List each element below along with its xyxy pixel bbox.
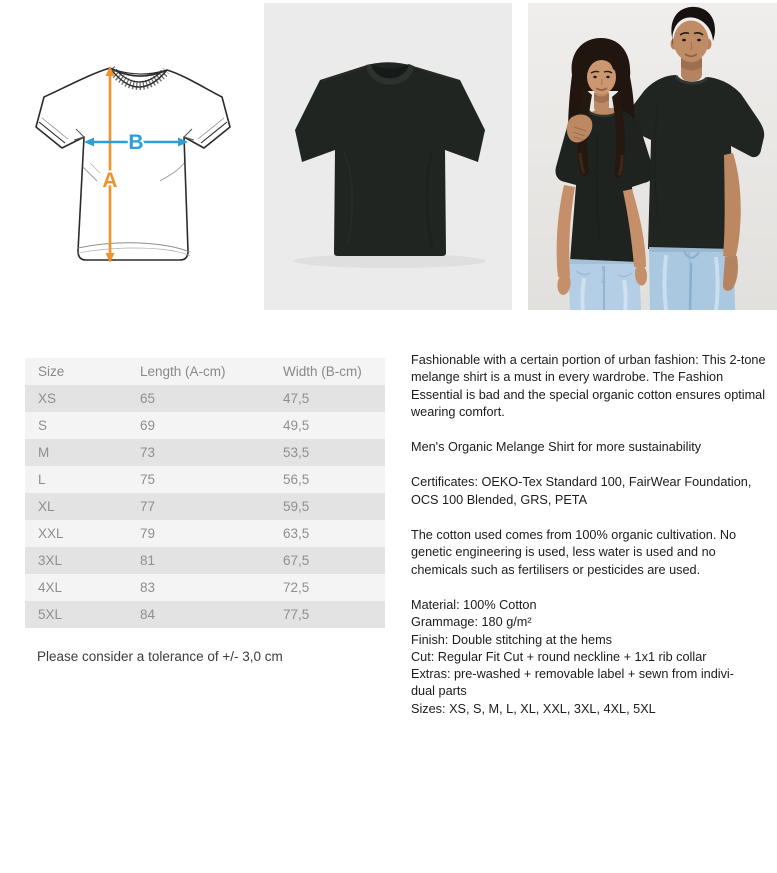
size-table [25,358,385,628]
size-cell: 5XL [38,607,63,622]
size-row [25,520,385,547]
size-cell: S [38,418,48,433]
size-row [25,466,385,493]
width-cell: 63,5 [283,526,310,541]
flat-tshirt-photo [264,3,512,310]
description-intro: Fashionable with a certain portion of urban fashion: This 2-tone melange shirt is a must in every wardrobe. The Fashion Essential is bad and the special organic cotton ensures optimal wearing comfort. [411,353,766,419]
flat-tshirt [295,62,485,256]
width-cell: 53,5 [283,445,310,460]
width-cell: 56,5 [283,472,310,487]
product-photo-models [528,3,777,310]
length-cell: 83 [140,580,156,595]
description-certificates: Certificates: OEKO-Tex Standard 100, FairWear Foundation, OCS 100 Blended, GRS, PETA [411,475,752,507]
spec-extras-line1: Extras: pre-washed + removable label + sewn from indivi- [411,667,734,682]
size-table-header [25,358,385,385]
size-cell: XS [38,391,57,406]
spec-cut: Cut: Regular Fit Cut + round neckline + 1x1 rib collar [411,649,707,664]
size-row [25,547,385,574]
models-photo [528,3,777,310]
tshirt-outline [36,68,230,260]
size-cell: L [38,472,46,487]
size-cell: 3XL [38,553,63,568]
width-cell: 67,5 [283,553,310,568]
col-header-width: Width (B-cm) [283,364,362,379]
size-row [25,574,385,601]
width-cell: 49,5 [283,418,310,433]
size-row [25,601,385,628]
length-cell: 65 [140,391,156,406]
size-cell: XXL [38,526,64,541]
size-cell: M [38,445,50,460]
size-cell: XL [38,499,55,514]
length-cell: 73 [140,445,156,460]
tolerance-note: Please consider a tolerance of +/- 3,0 cm [37,649,283,664]
measurement-a-label: A [102,169,118,192]
width-cell: 77,5 [283,607,310,622]
spec-sizes: Sizes: XS, S, M, L, XL, XXL, 3XL, 4XL, 5XL [411,701,656,716]
size-diagram-image [10,5,260,305]
length-cell: 81 [140,553,156,568]
length-cell: 84 [140,607,156,622]
length-cell: 79 [140,526,156,541]
size-row [25,412,385,439]
tshirt-measurement-diagram [10,5,260,305]
spec-finish: Finish: Double stitching at the hems [411,632,612,647]
size-row [25,493,385,520]
size-row [25,385,385,412]
size-cell: 4XL [38,580,63,595]
spec-material: Material: 100% Cotton [411,597,537,612]
col-header-size: Size [38,364,65,379]
measurement-b-label: B [128,131,144,154]
description-sustainability: Men's Organic Melange Shirt for more sustainability [411,440,702,455]
col-header-length: Length (A-cm) [140,364,226,379]
spec-grammage: Grammage: 180 g/m² [411,615,532,630]
description-specs [411,597,774,718]
spec-extras-line2: dual parts [411,684,467,699]
description-cotton: The cotton used comes from 100% organic cultivation. No genetic engineering is used, less water is used and no chemicals such as fertilisers or pesticides are used. [411,528,737,577]
size-row [25,439,385,466]
width-cell: 47,5 [283,391,310,406]
width-cell: 72,5 [283,580,310,595]
length-cell: 69 [140,418,156,433]
length-cell: 77 [140,499,156,514]
product-photo-flat [264,3,512,310]
tshirt-shadow [294,254,486,268]
length-cell: 75 [140,472,156,487]
product-description [411,352,774,718]
width-cell: 59,5 [283,499,310,514]
